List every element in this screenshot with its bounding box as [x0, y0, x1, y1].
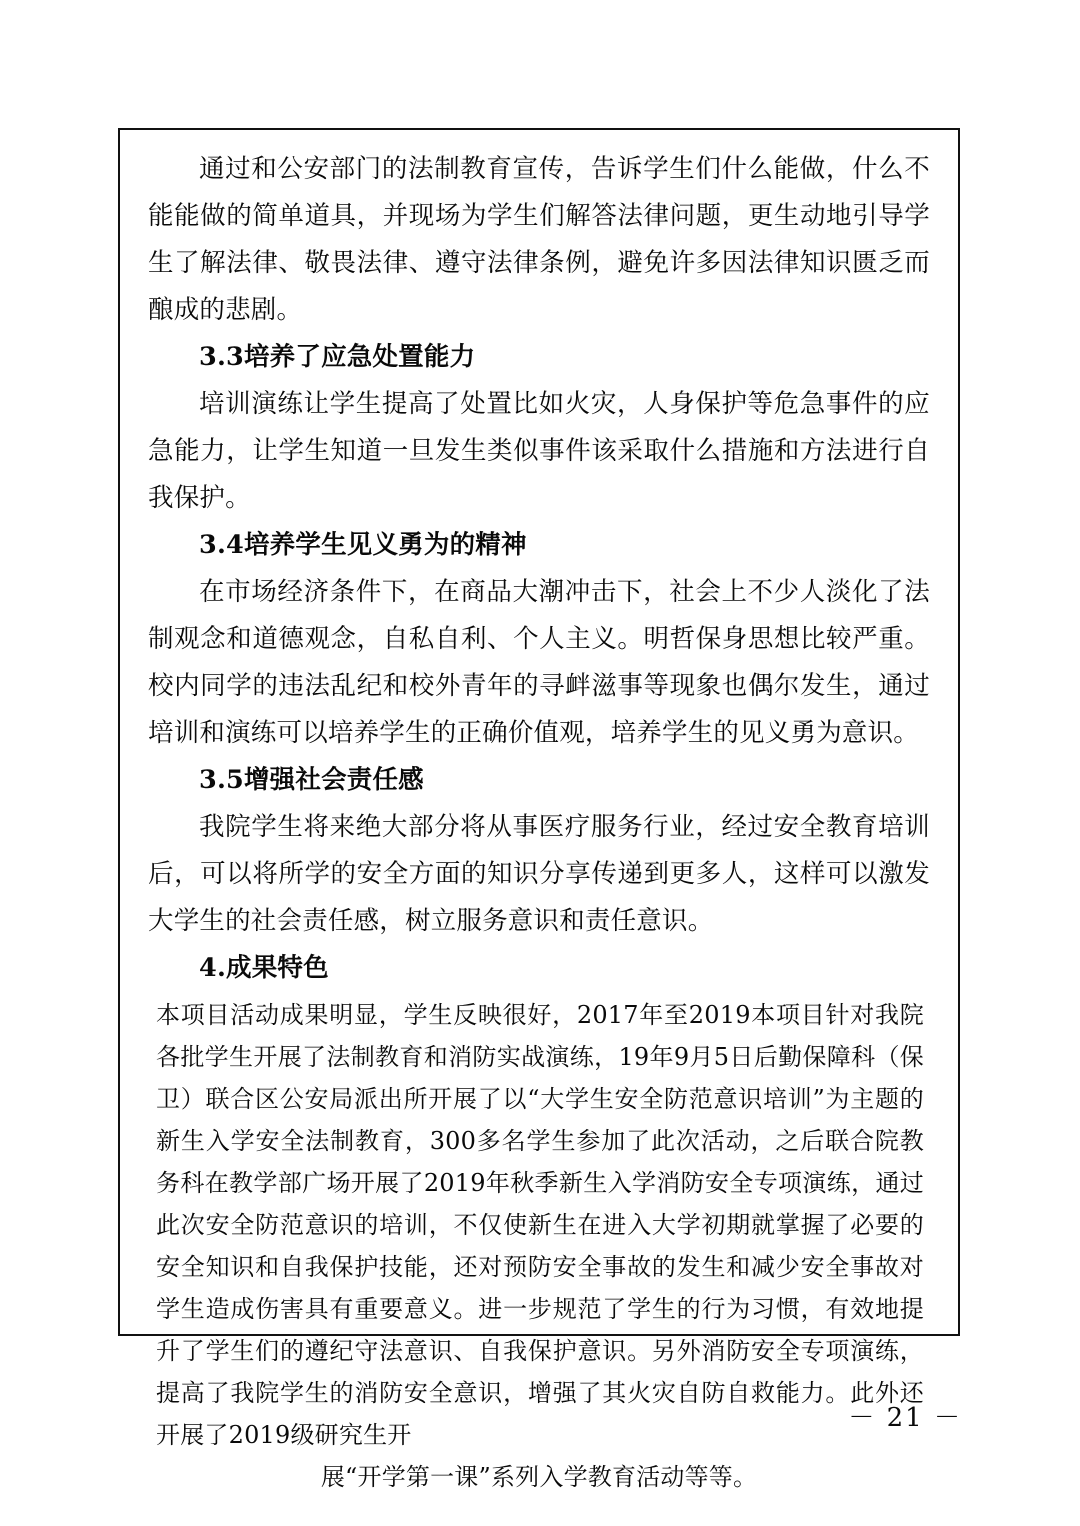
heading-section-4: 4.成果特色: [199, 953, 329, 983]
paragraph-3-5: 我院学生将来绝大部分将从事医疗服务行业，经过安全教育培训后，可以将所学的安全方面的知识分享传递到更多人，这样可以激发大学生的社会责任感，树立服务意识和责任意识。: [148, 812, 930, 936]
heading-3-3: 3.3培养了应急处置能力: [199, 342, 476, 372]
paragraph-section-4-last-line: 展“开学第一课”系列入学教育活动等等。: [320, 1463, 758, 1491]
paragraph-3-3: 培训演练让学生提高了处置比如火灾，人身保护等危急事件的应急能力，让学生知道一旦发生类似事件该采取什么措施和方法进行自我保护。: [148, 389, 930, 513]
paragraph-section-4-body: 本项目活动成果明显，学生反映很好，2017年至2019本项目针对我院各批学生开展了法制教育和消防实战演练，19年9月5日后勤保障科（保卫）联合区公安局派出所开展了以“大学生安全防范意识培训”为主题的新生入学安全法制教育，300多名学生参加了此次活动，之后联合院教务科在教学部广场开展了2019年秋季新生入学消防安全专项演练，通过此次安全防范意识的培训，不仅使新生在进入大学初期就掌握了必要的安全知识和自我保护技能，还对预防安全事故的发生和减少安全事故对学生造成伤害具有重要意义。进一步规范了学生的行为习惯，有效地提升了学生们的遵纪守法意识、自我保护意识。另外消防安全专项演练，提高了我院学生的消防安全意识，增强了其火灾自防自救能力。此外还开展了2019级研究生开: [156, 1001, 924, 1449]
paragraph-intro: 通过和公安部门的法制教育宣传，告诉学生们什么能做，什么不能能做的简单道具，并现场为学生们解答法律问题，更生动地引导学生了解法律、敬畏法律、遵守法律条例，避免许多因法律知识匮乏而酿成的悲剧。: [148, 154, 930, 325]
paragraph-3-4: 在市场经济条件下，在商品大潮冲击下，社会上不少人淡化了法制观念和道德观念，自私自利、个人主义。明哲保身思想比较严重。校内同学的违法乱纪和校外青年的寻衅滋事等现象也偶尔发生，通过培训和演练可以培养学生的正确价值观，培养学生的见义勇为意识。: [148, 577, 930, 748]
heading-3-5: 3.5增强社会责任感: [199, 765, 424, 795]
heading-3-4: 3.4培养学生见义勇为的精神: [199, 530, 527, 560]
page-number: － 21 －: [848, 1403, 962, 1433]
